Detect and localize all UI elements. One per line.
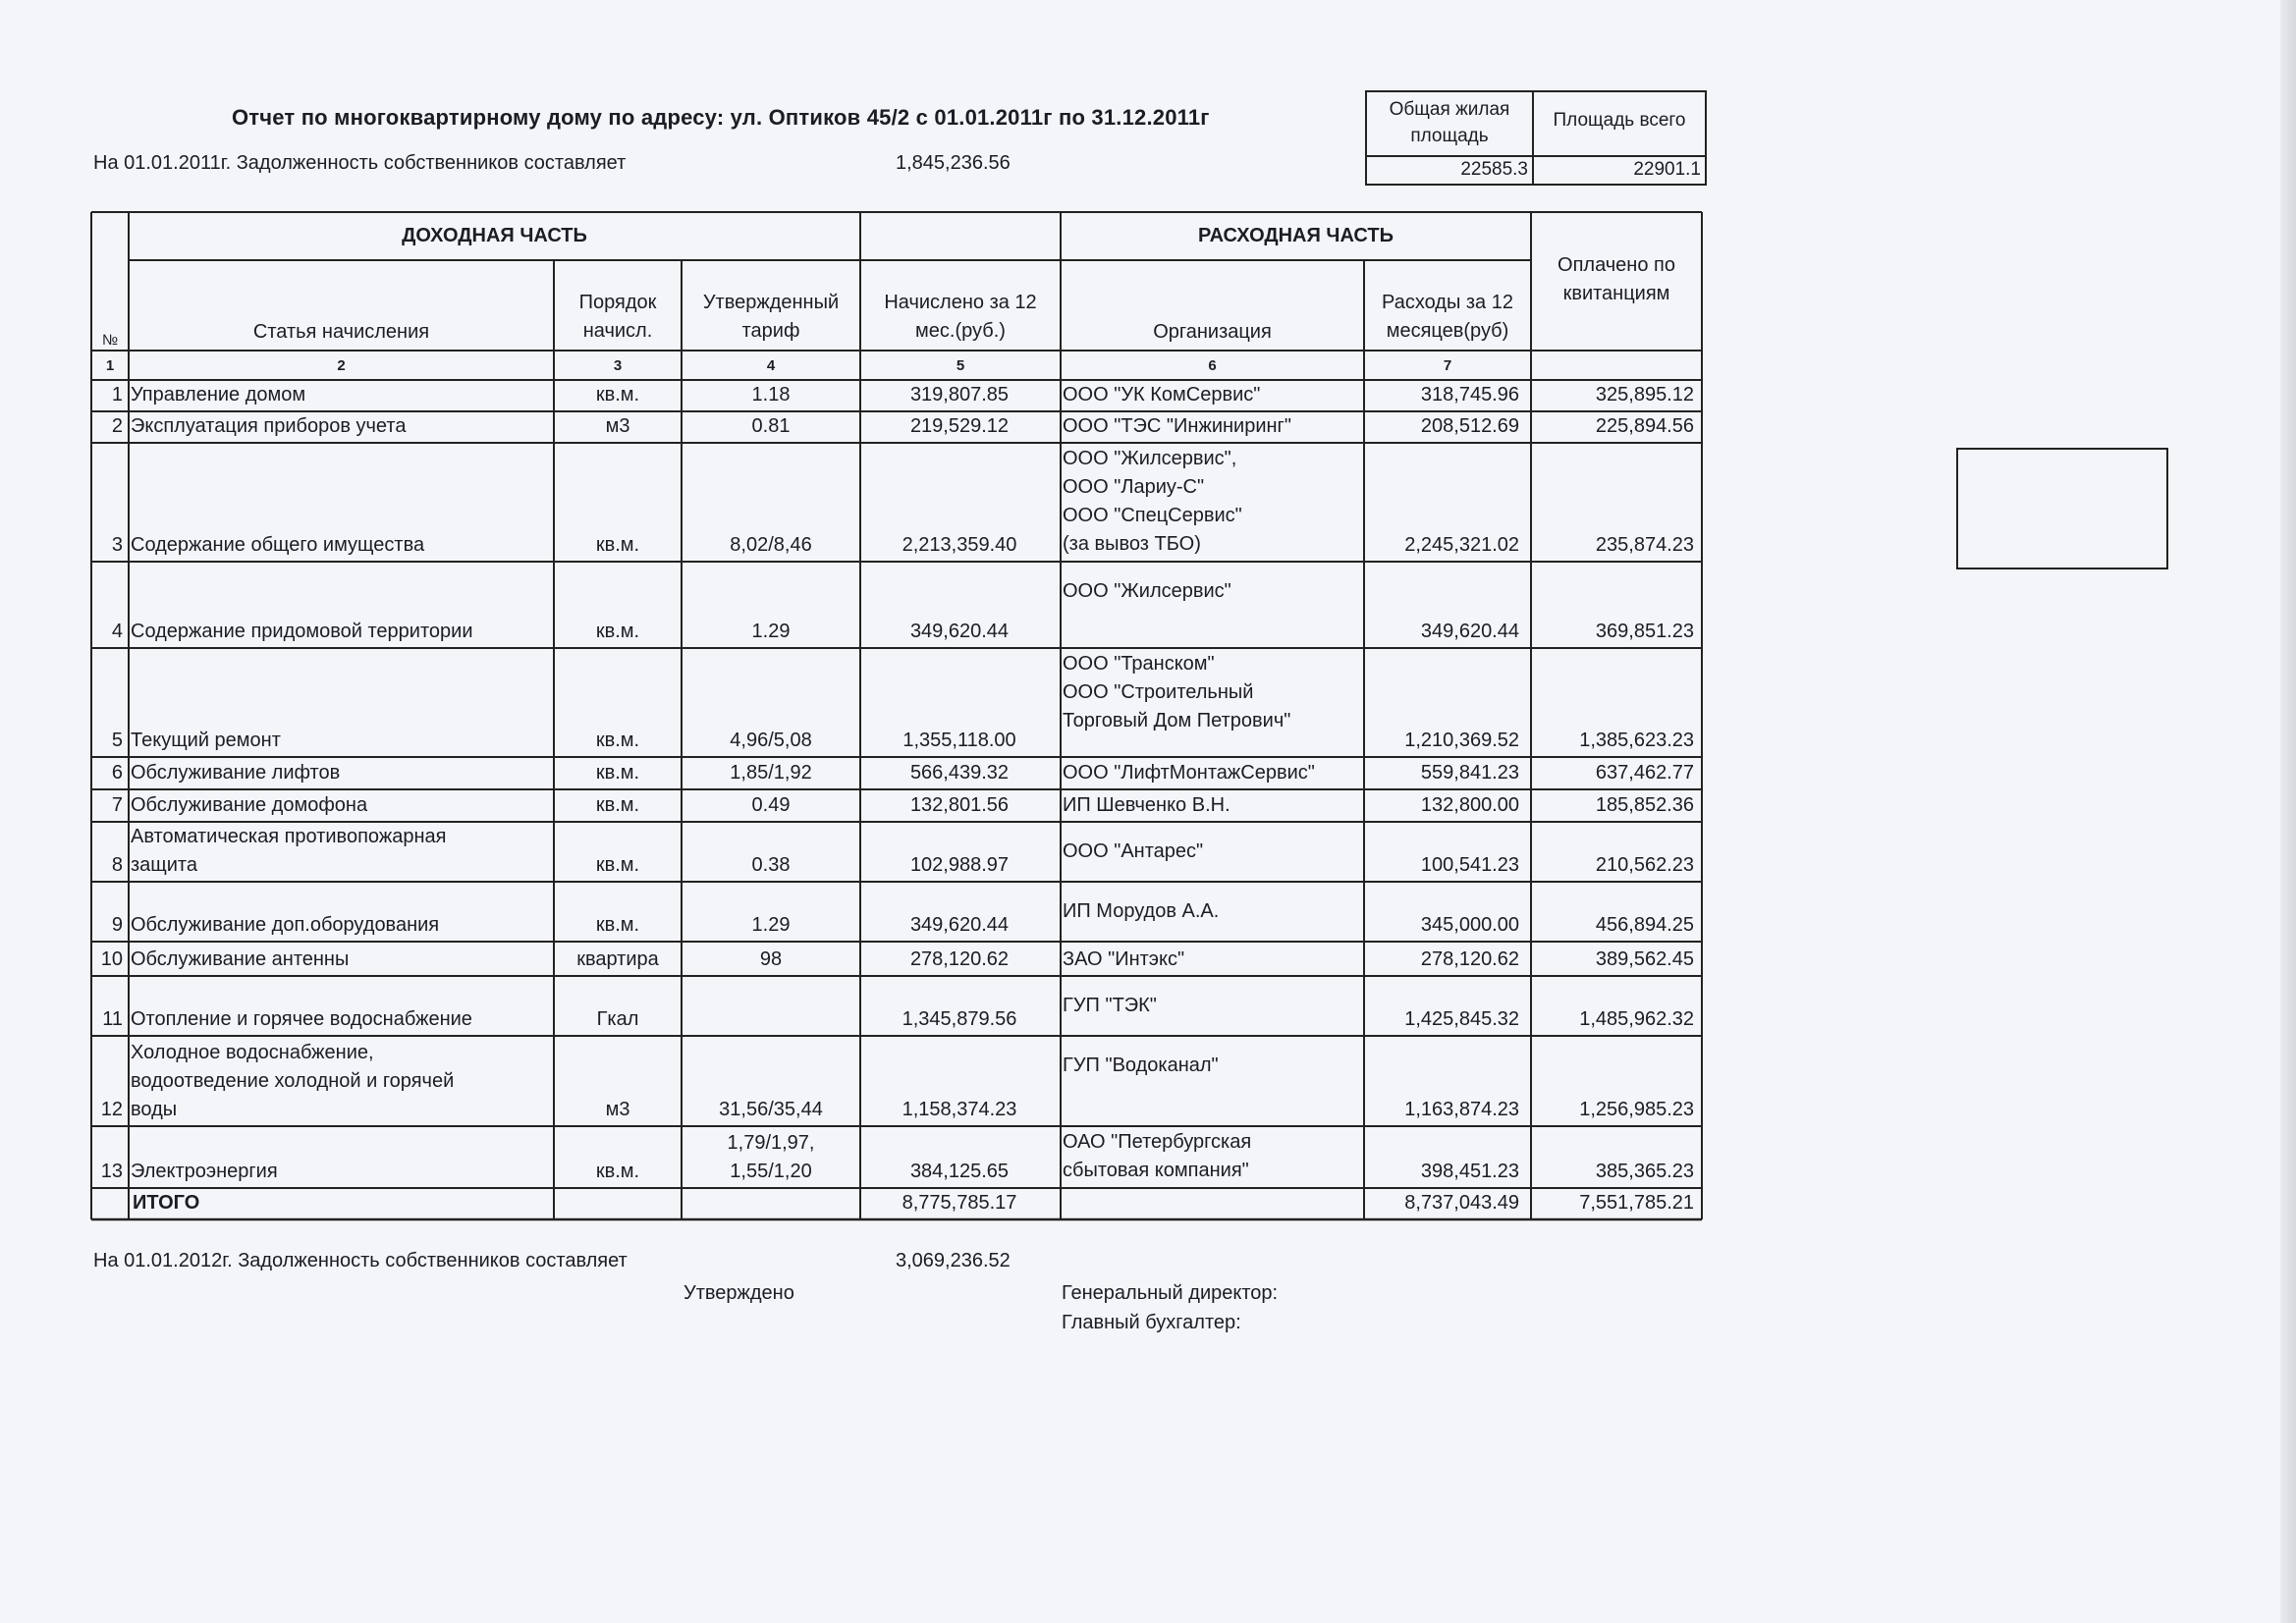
row-unit: кв.м. (595, 1161, 640, 1182)
row-number: 6 (111, 762, 123, 784)
row-number: 12 (100, 1099, 123, 1120)
row-expenses: 2,245,321.02 (1404, 534, 1519, 556)
row-unit: кв.м. (595, 534, 640, 556)
row-unit: кв.м. (595, 914, 640, 936)
row-tariff: 8,02/8,46 (730, 534, 812, 556)
row-charged: 349,620.44 (909, 914, 1010, 936)
row-organization: ГУП "Водоканал" (1063, 1055, 1219, 1076)
row-organization: ООО "Строительный (1063, 681, 1254, 703)
debt-start-label: На 01.01.2011г. Задолженность собственников составляет (93, 152, 627, 174)
row-organization: Торговый Дом Петрович" (1063, 710, 1291, 731)
living-area-value: 22585.3 (1460, 159, 1528, 180)
row-unit: кв.м. (595, 794, 640, 816)
row-unit: кв.м. (595, 730, 640, 751)
row-item: Обслуживание домофона (131, 794, 368, 816)
total-charged: 8,775,785.17 (902, 1192, 1017, 1214)
living-area-label: Общая жилая площадь (1389, 99, 1510, 146)
debt-start-value: 1,845,236.56 (896, 152, 1011, 174)
total-paid: 7,551,785.21 (1579, 1192, 1694, 1214)
row-organization: сбытовая компания" (1063, 1160, 1249, 1181)
col-header-tariff: Утвержденный тариф (702, 292, 840, 342)
row-unit: м3 (605, 415, 630, 437)
row-paid: 456,894.25 (1595, 914, 1694, 936)
row-charged: 349,620.44 (909, 621, 1010, 642)
row-organization: ООО "Лариу-С" (1063, 476, 1205, 498)
row-paid: 235,874.23 (1595, 534, 1694, 556)
row-organization: ООО "Транском" (1063, 653, 1215, 675)
row-unit: м3 (605, 1099, 630, 1120)
debt-end-label: На 01.01.2012г. Задолженность собственников составляет (93, 1250, 628, 1271)
row-number: 2 (111, 415, 123, 437)
row-organization: ООО "Жилсервис", (1063, 448, 1237, 469)
row-item: Обслуживание доп.оборудования (131, 914, 440, 936)
row-tariff: 1.29 (751, 914, 791, 936)
row-charged: 278,120.62 (909, 948, 1010, 970)
col-number-5: 5 (956, 357, 965, 374)
row-expenses: 349,620.44 (1420, 621, 1519, 642)
row-tariff: 0.38 (751, 854, 791, 876)
row-charged: 1,355,118.00 (902, 730, 1016, 751)
row-organization: ГУП "ТЭК" (1063, 995, 1157, 1016)
row-organization: ИП Шевченко В.Н. (1063, 794, 1230, 816)
row-number: 9 (111, 914, 123, 936)
row-item: Текущий ремонт (131, 730, 281, 751)
row-tariff: 1,55/1,20 (730, 1161, 812, 1182)
col-header-charged: Начислено за 12 мес.(руб.) (884, 292, 1037, 342)
col-number-6: 6 (1208, 357, 1217, 374)
row-expenses: 100,541.23 (1420, 854, 1519, 876)
row-charged: 2,213,359.40 (902, 534, 1017, 556)
row-charged: 566,439.32 (909, 762, 1010, 784)
row-tariff: 4,96/5,08 (730, 730, 812, 751)
col-number-3: 3 (613, 357, 623, 374)
row-expenses: 345,000.00 (1420, 914, 1519, 936)
row-paid: 185,852.36 (1595, 794, 1694, 816)
row-number: 11 (102, 1008, 123, 1030)
row-number: 7 (111, 794, 123, 816)
col-header-org: Организация (1153, 321, 1272, 343)
row-number: 13 (100, 1161, 123, 1182)
row-paid: 1,485,962.32 (1579, 1008, 1694, 1030)
row-unit: Гкал (596, 1008, 639, 1030)
row-item: Содержание общего имущества (131, 534, 425, 556)
row-paid: 369,851.23 (1595, 621, 1694, 642)
row-organization: ООО "Антарес" (1063, 840, 1204, 862)
row-organization: ООО "ЛифтМонтажСервис" (1063, 762, 1315, 784)
row-number: 8 (111, 854, 123, 876)
row-organization: ООО "Жилсервис" (1063, 580, 1231, 602)
total-label: ИТОГО (133, 1192, 200, 1214)
row-expenses: 278,120.62 (1420, 948, 1519, 970)
row-organization: (за вывоз ТБО) (1063, 533, 1201, 555)
income-section-header: ДОХОДНАЯ ЧАСТЬ (402, 225, 587, 246)
row-item: Автоматическая противопожарная (131, 826, 447, 847)
expense-section-header: РАСХОДНАЯ ЧАСТЬ (1198, 225, 1394, 246)
row-tariff: 0.81 (751, 415, 791, 437)
row-number: 1 (111, 384, 123, 406)
row-paid: 385,365.23 (1595, 1161, 1694, 1182)
row-charged: 1,345,879.56 (902, 1008, 1017, 1030)
area-box (1365, 90, 1707, 186)
row-number: 4 (111, 621, 123, 642)
stamp-box (1956, 448, 2168, 569)
row-organization: ЗАО "Интэкс" (1063, 948, 1185, 970)
row-tariff: 1.18 (751, 384, 791, 406)
row-tariff: 0.49 (751, 794, 791, 816)
debt-end-value: 3,069,236.52 (896, 1250, 1011, 1271)
row-expenses: 1,163,874.23 (1404, 1099, 1519, 1120)
approved-label: Утверждено (683, 1282, 794, 1304)
col-header-item: Статья начисления (252, 321, 430, 343)
row-number: 5 (111, 730, 123, 751)
row-organization: ОАО "Петербургская (1063, 1131, 1252, 1153)
accountant-label: Главный бухгалтер: (1062, 1312, 1241, 1333)
row-organization: ООО "УК КомСервис" (1063, 384, 1261, 406)
row-expenses: 318,745.96 (1420, 384, 1519, 406)
row-expenses: 1,425,845.32 (1404, 1008, 1519, 1030)
row-paid: 225,894.56 (1595, 415, 1694, 437)
row-tariff: 1,85/1,92 (730, 762, 812, 784)
row-paid: 325,895.12 (1595, 384, 1694, 406)
row-item: Управление домом (131, 384, 306, 406)
row-item: Обслуживание антенны (131, 948, 350, 970)
row-expenses: 132,800.00 (1420, 794, 1519, 816)
row-tariff: 98 (759, 948, 783, 970)
paid-column-header: Оплачено по квитанциям (1558, 254, 1675, 304)
row-item: водоотведение холодной и горячей (131, 1070, 455, 1092)
row-number: 10 (100, 948, 123, 970)
row-expenses: 559,841.23 (1420, 762, 1519, 784)
row-expenses: 1,210,369.52 (1404, 730, 1519, 751)
row-tariff: 31,56/35,44 (719, 1099, 823, 1120)
row-item: защита (131, 854, 197, 876)
row-expenses: 398,451.23 (1420, 1161, 1519, 1182)
row-item: Холодное водоснабжение, (131, 1042, 374, 1063)
row-number: 3 (111, 534, 123, 556)
row-organization: ООО "СпецСервис" (1063, 505, 1242, 526)
row-paid: 210,562.23 (1595, 854, 1694, 876)
row-paid: 1,385,623.23 (1579, 730, 1694, 751)
row-item: Электроэнергия (131, 1161, 278, 1182)
row-item: Содержание придомовой территории (131, 621, 473, 642)
row-unit: кв.м. (595, 854, 640, 876)
row-organization: ООО "ТЭС "Инжиниринг" (1063, 415, 1291, 437)
col-number-2: 2 (337, 357, 346, 374)
row-paid: 637,462.77 (1595, 762, 1694, 784)
row-organization: ИП Морудов А.А. (1063, 900, 1220, 922)
col-header-num: № (101, 332, 119, 349)
col-number-4: 4 (766, 357, 776, 374)
col-number-1: 1 (105, 357, 115, 374)
row-unit: кв.м. (595, 384, 640, 406)
total-area-value: 22901.1 (1633, 159, 1701, 180)
col-header-order: Порядок начисл. (578, 292, 657, 342)
col-number-7: 7 (1443, 357, 1452, 374)
director-label: Генеральный директор: (1062, 1282, 1279, 1304)
row-unit: кв.м. (595, 762, 640, 784)
row-unit: квартира (576, 948, 659, 970)
row-expenses: 208,512.69 (1420, 415, 1519, 437)
row-item: Отопление и горячее водоснабжение (131, 1008, 472, 1030)
row-unit: кв.м. (595, 621, 640, 642)
row-charged: 102,988.97 (909, 854, 1010, 876)
col-header-expenses: Расходы за 12 месяцев(руб) (1382, 292, 1513, 342)
total-expenses: 8,737,043.49 (1404, 1192, 1519, 1214)
total-area-label: Площадь всего (1553, 110, 1686, 131)
report-title: Отчет по многоквартирному дому по адресу: ул. Оптиков 45/2 с 01.01.2011г по 31.12.2011г (232, 105, 1210, 130)
row-charged: 132,801.56 (909, 794, 1010, 816)
row-item: воды (131, 1099, 178, 1120)
row-item: Обслуживание лифтов (131, 762, 341, 784)
row-paid: 1,256,985.23 (1579, 1099, 1694, 1120)
row-item: Эксплуатация приборов учета (131, 415, 407, 437)
row-paid: 389,562.45 (1595, 948, 1694, 970)
row-tariff: 1.29 (751, 621, 791, 642)
page-edge-shadow (2280, 0, 2296, 1623)
row-charged: 1,158,374.23 (902, 1099, 1017, 1120)
row-charged: 384,125.65 (909, 1161, 1010, 1182)
row-tariff: 1,79/1,97, (727, 1132, 815, 1154)
row-charged: 219,529.12 (909, 415, 1010, 437)
row-charged: 319,807.85 (909, 384, 1010, 406)
